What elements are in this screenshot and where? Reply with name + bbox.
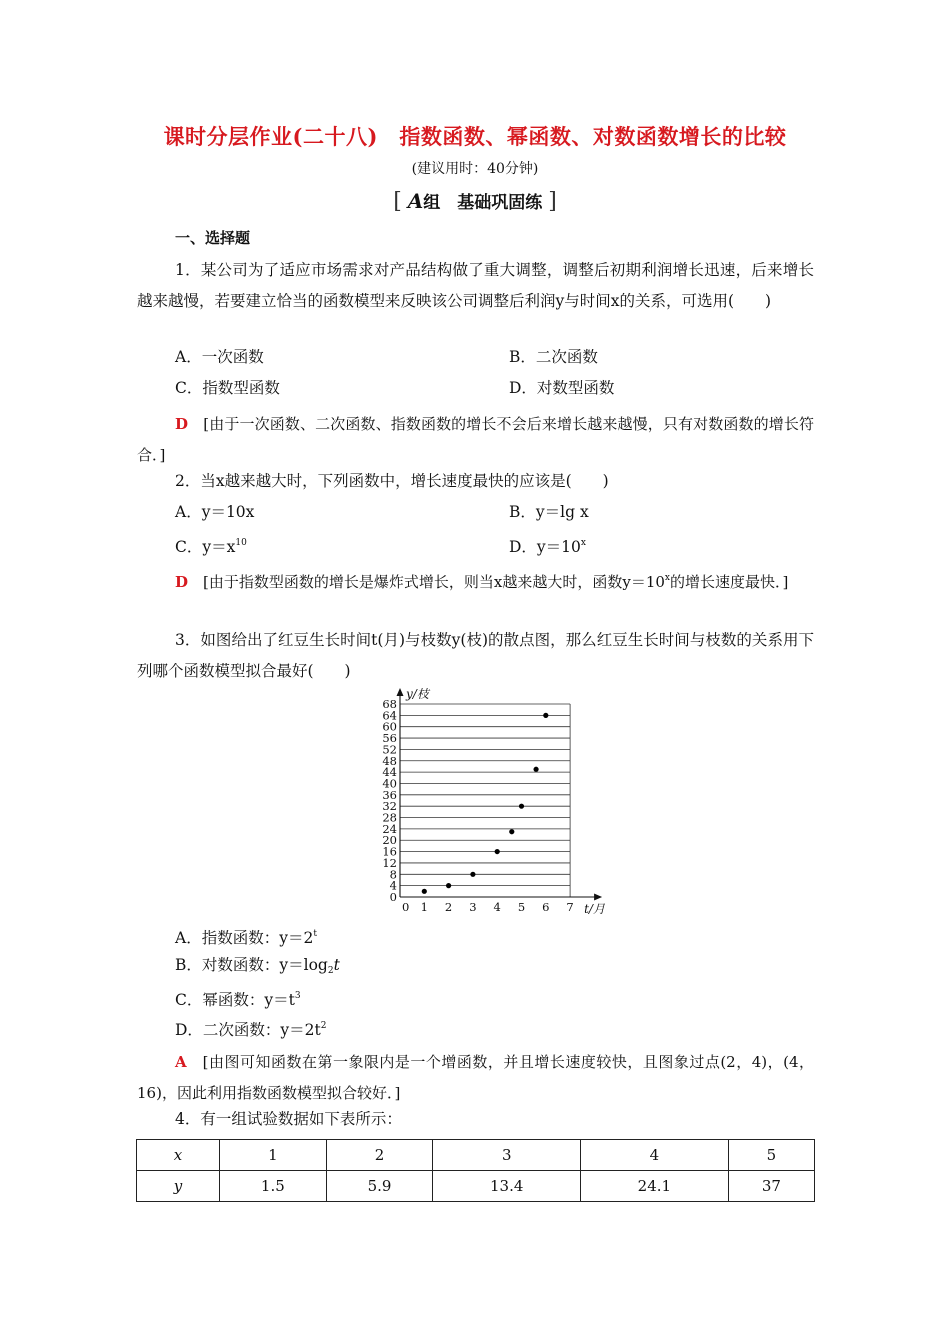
y-tick-label: 0 (389, 890, 397, 904)
y-tick-label: 20 (382, 833, 397, 848)
y-tick-label: 40 (382, 776, 397, 791)
q3-answer-text: [由图可知函数在第一象限内是一个增函数，并且增长速度较快，且图象过点(2，4)，(4，16)，因此利用指数函数模型拟合较好．] (137, 1053, 814, 1102)
group-bracket-left: [ (393, 189, 402, 214)
group-letter: A (407, 189, 424, 213)
table-cell: 1 (220, 1140, 327, 1171)
q2-answer-exp: x (664, 573, 670, 583)
x-tick-label: 2 (444, 900, 453, 914)
y-tick-label: 4 (389, 878, 397, 893)
x-tick-label: 1 (420, 900, 428, 914)
y-tick-label: 44 (382, 765, 397, 780)
q3-option-a (175, 924, 317, 948)
data-point (519, 804, 524, 809)
q2-option-c-base: C．y＝x (175, 538, 236, 556)
q2-answer-text-1: [由于指数型函数的增长是爆炸式增长，则当x越来越大时，函数y＝10 (203, 573, 665, 591)
data-point (543, 713, 548, 718)
q3-option-b (175, 955, 340, 981)
x-tick-label: 6 (542, 900, 550, 914)
group-bracket-right: ] (548, 189, 557, 214)
x-tick-label: 3 (469, 900, 477, 914)
q3-option-c-base: C．幂函数：y＝t (175, 991, 295, 1009)
q1-option-c: C．指数型函数 (175, 379, 280, 397)
q1-option-b: B．二次函数 (509, 348, 598, 366)
table-cell: 5.9 (326, 1171, 433, 1202)
table-cell: 37 (728, 1171, 814, 1202)
q3-option-d-base: D．二次函数：y＝2t (175, 1021, 321, 1039)
q3-option-a-base: A．指数函数：y＝2 (175, 929, 314, 947)
table-header-y: y (137, 1171, 220, 1202)
q2-option-a: A．y＝10x (175, 503, 255, 521)
q2-answer-letter: D (175, 573, 189, 591)
data-point (533, 767, 538, 772)
y-tick-label: 36 (382, 787, 397, 802)
x-tick-label: 5 (517, 900, 526, 914)
page-title: 课时分层作业(二十八) 指数函数、幂函数、对数函数增长的比较 (163, 124, 787, 149)
q1-option-a: A．一次函数 (175, 348, 264, 366)
x-tick-label: 4 (493, 900, 501, 914)
table-cell: 5 (728, 1140, 814, 1171)
q1-answer-letter: D (175, 415, 189, 433)
y-tick-label: 24 (382, 821, 397, 836)
q3-option-b-sub: 2 (327, 966, 334, 976)
q2-option-c (175, 533, 247, 557)
data-point (470, 872, 475, 877)
q3-option-b-tail: t (333, 956, 340, 974)
question-3-text: 3．如图给出了红豆生长时间t(月)与枝数y(枝)的散点图，那么红豆生长时间与枝数的关系用下列哪个函数模型拟合最好( ) (137, 631, 814, 680)
table-cell: 13.4 (433, 1171, 581, 1202)
table-cell: 3 (433, 1140, 581, 1171)
y-axis-label: y/枝 (406, 687, 429, 701)
q1-answer-text: [由于一次函数、二次函数、指数函数的增长不会后来增长越来越慢，只有对数函数的增长符合．] (137, 415, 814, 464)
q3-option-d-exp: 2 (320, 1021, 327, 1031)
table-cell: 4 (581, 1140, 729, 1171)
data-point (495, 849, 500, 854)
data-point (509, 829, 514, 834)
x-tick-label: 0 (402, 900, 410, 914)
y-tick-label: 48 (382, 753, 397, 768)
table-header-x: x (137, 1140, 220, 1171)
y-tick-label: 16 (382, 844, 397, 859)
q1-option-d: D．对数型函数 (509, 379, 615, 397)
question-1-text: 1．某公司为了适应市场需求对产品结构做了重大调整，调整后初期利润增长迅速，后来增长越来越慢，若要建立恰当的函数模型来反映该公司调整后利润y与时间x的关系，可选用( ) (137, 261, 814, 310)
q3-option-c-exp: 3 (294, 991, 301, 1001)
question-2-text: 2．当x越来越大时，下列函数中，增长速度最快的应该是( ) (175, 472, 609, 490)
y-tick-label: 64 (382, 708, 397, 723)
y-tick-label: 56 (382, 731, 397, 746)
question-4-text: 4．有一组试验数据如下表所示： (175, 1110, 402, 1128)
q2-option-d-exp: x (580, 538, 586, 548)
data-point (446, 883, 451, 888)
section-heading: 一、选择题 (175, 229, 251, 247)
group-badge (0, 188, 950, 214)
table-cell: 2 (326, 1140, 433, 1171)
table-cell: 1.5 (220, 1171, 327, 1202)
q3-option-c (175, 986, 301, 1010)
data-table (136, 1139, 815, 1202)
y-tick-label: 12 (382, 855, 397, 870)
x-axis-arrow (594, 894, 602, 901)
q2-option-c-exp: 10 (235, 538, 247, 548)
y-tick-label: 60 (382, 719, 397, 734)
q2-answer-text-2: 的增长速度最快．] (670, 573, 789, 591)
q3-option-b-base: B．对数函数：y＝log (175, 956, 328, 974)
scatter-chart (358, 684, 618, 916)
x-tick-label: 7 (566, 900, 574, 914)
q3-option-d (175, 1016, 327, 1040)
q3-option-a-exp: t (313, 929, 317, 939)
q2-option-d-base: D．y＝10 (509, 538, 581, 556)
y-axis-arrow (397, 688, 404, 696)
y-tick-label: 68 (382, 697, 397, 711)
table-cell: 24.1 (581, 1171, 729, 1202)
y-tick-label: 28 (382, 810, 397, 825)
suggested-time: (建议用时：40分钟) (411, 161, 539, 177)
q1-answer (137, 409, 814, 471)
q2-option-d (509, 533, 586, 557)
x-axis-label: t/月 (584, 902, 605, 916)
table-row-x (137, 1140, 815, 1171)
y-tick-label: 32 (382, 799, 397, 814)
q2-option-b: B．y＝lg x (509, 503, 589, 521)
group-label: 组 基础巩固练 (423, 193, 543, 213)
q2-answer (137, 563, 814, 598)
data-point (422, 889, 427, 894)
q3-answer (137, 1047, 814, 1109)
y-tick-label: 8 (389, 867, 397, 882)
q3-answer-letter: A (175, 1053, 187, 1071)
table-row-y (137, 1171, 815, 1202)
y-tick-label: 52 (382, 742, 397, 757)
